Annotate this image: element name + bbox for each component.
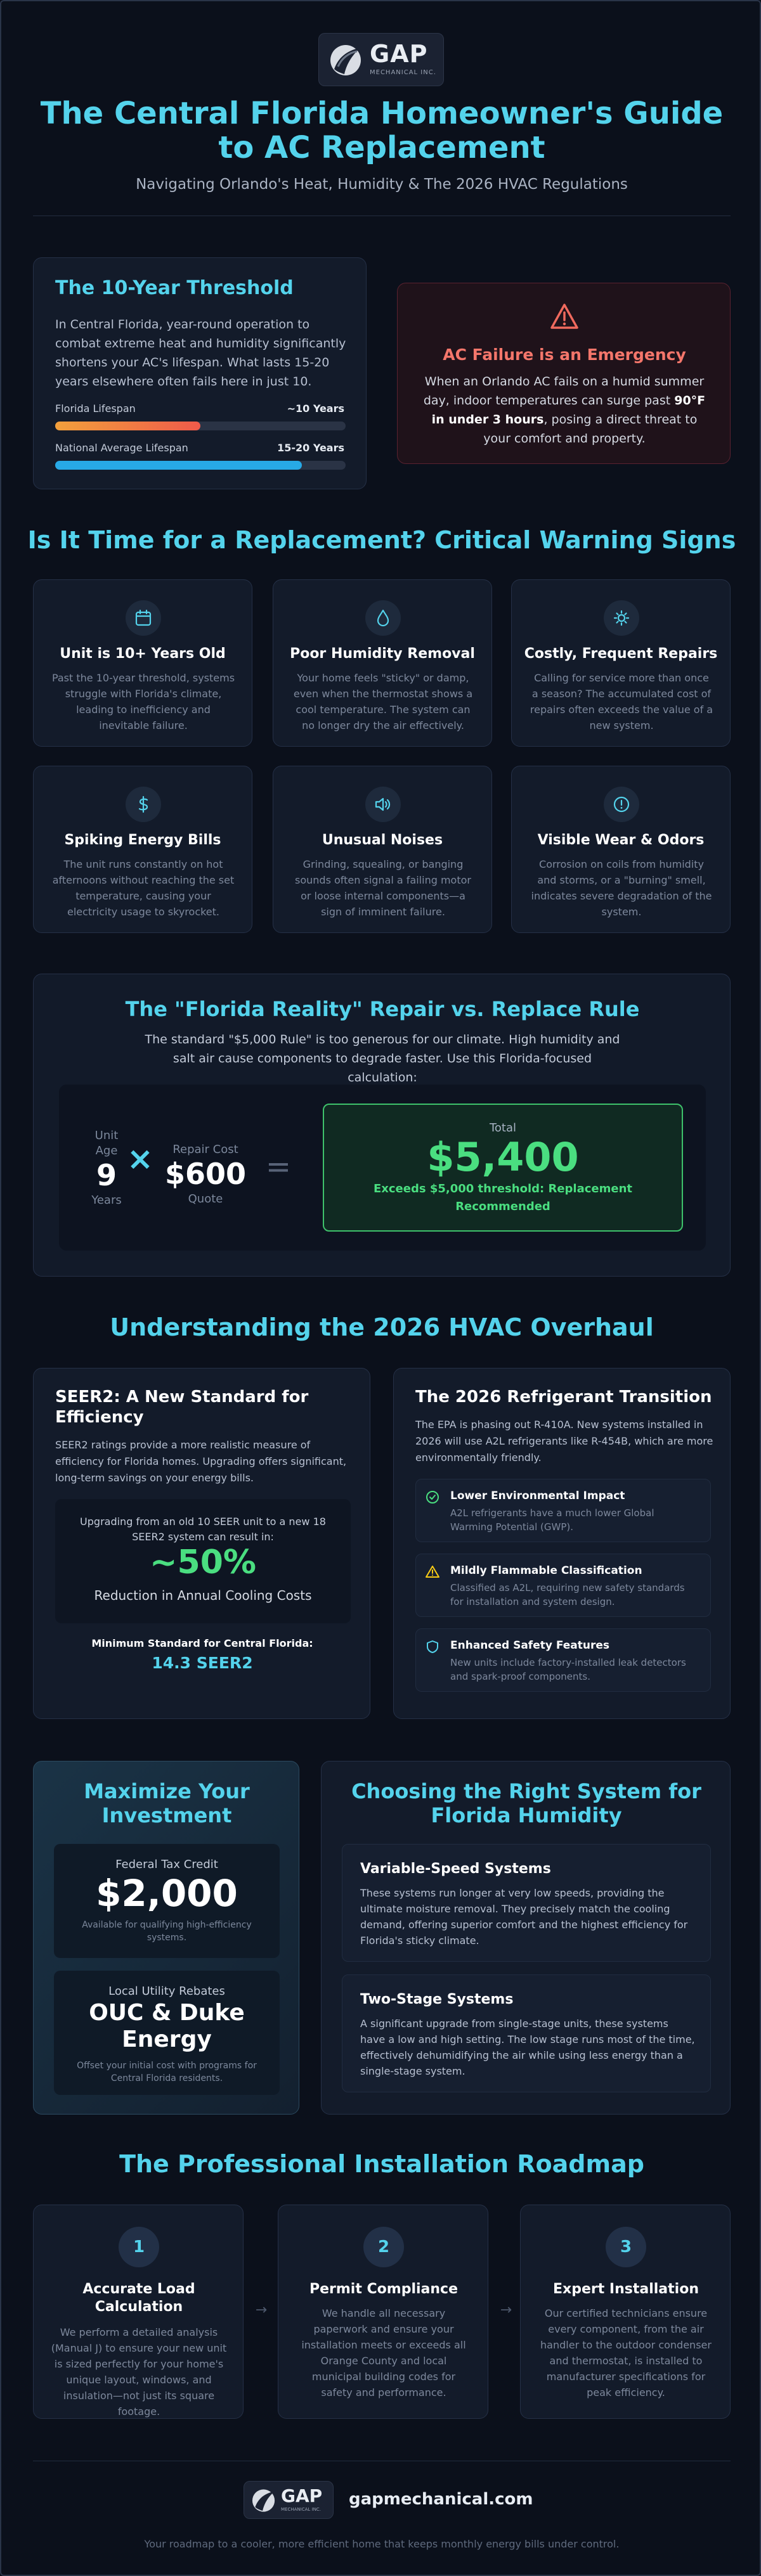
warning-card: [273, 579, 492, 747]
warning-text: Your home feels "sticky" or damp, even when the thermostat shows a cool temperature. The system can no longer dry the air effectively.: [293, 672, 473, 731]
national-lifespan-fill: [55, 461, 302, 470]
refrigerant-item-title: Mildly Flammable Classification: [450, 1564, 642, 1577]
florida-lifespan-label: Florida Lifespan: [55, 402, 136, 415]
florida-lifespan-bar: [55, 422, 346, 430]
warning-icon-circle: [126, 787, 161, 822]
refrigerant-card: [393, 1368, 731, 1719]
calendar-icon: [133, 608, 153, 628]
step-text: We handle all necessary paperwork and ensure your installation meets or exceeds all Orange County and local municipal building codes for safety and performance.: [301, 2307, 466, 2399]
refrigerant-item-title: Enhanced Safety Features: [450, 1639, 610, 1652]
roadmap-step-card: [278, 2205, 488, 2419]
warning-text: Calling for service more than once a season? The accumulated cost of repairs often exceeds the value of a new system.: [530, 672, 713, 731]
total-box: [323, 1104, 683, 1232]
rebate-box: [54, 1971, 280, 2095]
systems-title-2: Florida Humidity: [431, 1803, 622, 1827]
emergency-title: AC Failure is an Emergency: [443, 345, 686, 364]
droplet-icon: [373, 608, 393, 628]
seer-card: [33, 1368, 370, 1719]
warning-icon-circle: [365, 787, 401, 822]
total-label: Total: [489, 1121, 517, 1135]
warning-title: Spiking Energy Bills: [64, 832, 221, 848]
seer-savings-caption: Reduction in Annual Cooling Costs: [94, 1588, 312, 1603]
warning-text: Grinding, squealing, or banging sounds often signal a failing motor or loose internal components—a sign of imminent failure.: [295, 858, 471, 918]
repair-cost-unit: Quote: [188, 1192, 223, 1206]
systems-title-1: Choosing the Right System for: [351, 1779, 701, 1803]
warning-title: Costly, Frequent Repairs: [524, 646, 718, 662]
warning-triangle-icon: [425, 1564, 440, 1580]
unit-age-value: 9: [96, 1158, 117, 1192]
step-text: Our certified technicians ensure every component, from the air handler to the outdoor condenser and thermostat, is installed to manufacturer specifications for peak efficiency.: [540, 2307, 712, 2399]
refrigerant-item: [415, 1479, 711, 1542]
florida-lifespan-fill: [55, 422, 200, 430]
refrigerant-item-text: New units include factory-installed leak detectors and spark-proof components.: [450, 1657, 686, 1682]
seer-min-value: 14.3 SEER2: [152, 1654, 253, 1672]
warning-title: Unusual Noises: [322, 832, 443, 848]
system-item: [342, 1974, 711, 2092]
tax-credit-note: Available for qualifying high-efficiency systems.: [82, 1920, 252, 1943]
repair-cost-value: $600: [164, 1157, 247, 1191]
florida-lifespan-value: ~10 Years: [287, 402, 344, 415]
speaker-icon: [373, 794, 393, 815]
footer-tagline: Your roadmap to a cooler, more efficient home that keeps monthly energy bills under control.: [144, 2538, 620, 2550]
seer-title-1: SEER2: A New Standard for: [55, 1388, 309, 1407]
roadmap-title: The Professional Installation Roadmap: [119, 2150, 644, 2178]
unit-age-label-1: Unit: [94, 1129, 119, 1142]
rule-title: The "Florida Reality" Repair vs. Replace Rule: [125, 997, 640, 1021]
logo-swoosh-icon: [328, 41, 366, 79]
seer-savings-box: [55, 1499, 351, 1623]
warning-title: Unit is 10+ Years Old: [60, 646, 226, 662]
emergency-text: [422, 372, 707, 448]
threshold-text: In Central Florida, year-round operation to combat extreme heat and humidity significantly shortens your AC's lifespan. What lasts 15-20 years elsewhere often fails here in just 10.: [55, 318, 346, 389]
step-number: 1: [119, 2227, 159, 2267]
warning-card: [511, 766, 731, 933]
page-title-line1: The Central Florida Homeowner's Guide: [40, 96, 724, 131]
rebate-value-2: Energy: [122, 2026, 212, 2052]
step-text: We perform a detailed analysis (Manual J) to ensure your new unit is sized perfectly for your home's unique layout, windows, and insulation—not just its square footage.: [51, 2326, 227, 2418]
rule-text: The standard "$5,000 Rule" is too generous for our climate. High humidity and salt air cause components to degrade faster. Use this Florida-focused calculation:: [145, 1033, 620, 1085]
warning-triangle-icon: [549, 302, 580, 330]
threshold-title: The 10-Year Threshold: [55, 277, 294, 299]
step-title-2: Calculation: [94, 2299, 183, 2315]
warning-title: Visible Wear & Odors: [537, 832, 705, 848]
seer-savings-text: Upgrading from an old 10 SEER unit to a new 18 SEER2 system can result in:: [80, 1516, 326, 1543]
wrench-gear-icon: [611, 608, 632, 628]
seer-text: SEER2 ratings provide a more realistic measure of efficiency for Florida homes. Upgrading offers significant, long-term savings on your energy bills.: [55, 1439, 347, 1484]
system-item-text: A significant upgrade from single-stage units, these systems have a low and high setting. The low stage runs most of the time, effectively dehumidifying the air while using less energy than a single-stage system.: [360, 2018, 695, 2077]
footer-logo-text: GAP: [281, 2485, 323, 2506]
dollar-icon: [133, 794, 153, 815]
footer-logo-subtext: MECHANICAL INC.: [281, 2507, 321, 2512]
system-item-title: Variable-Speed Systems: [360, 1861, 551, 1877]
page-subtitle: Navigating Orlando's Heat, Humidity & The 2026 HVAC Regulations: [136, 176, 628, 193]
logo-swoosh-icon: [250, 2487, 278, 2515]
step-number: 2: [363, 2227, 404, 2267]
times-operator: ×: [127, 1140, 153, 1177]
emergency-text-before: When an Orlando AC fails on a humid summer day, indoor temperatures can surge past: [423, 375, 705, 408]
investment-card: [33, 1761, 299, 2115]
rebate-note: Offset your initial cost with programs for Central Florida residents.: [77, 2061, 257, 2083]
tax-credit-label: Federal Tax Credit: [115, 1858, 218, 1871]
logo-subtext: MECHANICAL INC.: [370, 69, 436, 76]
emergency-text-after: , posing a direct threat to your comfort and property.: [483, 413, 698, 446]
step-number: 3: [606, 2227, 646, 2267]
warning-icon-circle: [604, 787, 639, 822]
footer-site-link[interactable]: gapmechanical.com: [349, 2490, 533, 2509]
alert-circle-icon: [611, 794, 632, 815]
refrigerant-item-text: A2L refrigerants have a much lower Global Warming Potential (GWP).: [450, 1507, 654, 1533]
page-title-line2: to AC Replacement: [218, 130, 545, 165]
roadmap-step-card: [33, 2205, 244, 2419]
seer-title-2: Efficiency: [55, 1408, 144, 1427]
rule-card: [33, 974, 731, 1277]
overhaul-title: Understanding the 2026 HVAC Overhaul: [110, 1313, 654, 1341]
total-note-1: Exceeds $5,000 threshold: Replacement: [373, 1182, 633, 1195]
system-item-text: These systems run longer at very low speeds, providing the ultimate moisture removal. They precisely match the cooling demand, offering superior comfort and the highest efficiency for Florida's sticky climate.: [360, 1887, 688, 1947]
total-value: $5,400: [427, 1134, 579, 1180]
investment-title-1: Maximize Your: [84, 1779, 250, 1803]
warning-section-title: Is It Time for a Replacement? Critical Warning Signs: [27, 526, 736, 554]
tax-credit-box: [54, 1844, 280, 1958]
national-lifespan-value: 15-20 Years: [277, 442, 344, 454]
roadmap-arrow-icon: →: [500, 2302, 512, 2318]
roadmap-step-card: [520, 2205, 731, 2419]
logo-text: GAP: [370, 40, 428, 68]
equals-operator: =: [265, 1149, 292, 1185]
roadmap-arrow-icon: →: [255, 2302, 268, 2318]
total-note-2: Recommended: [455, 1200, 550, 1213]
threshold-card: [33, 257, 367, 489]
refrigerant-item: [415, 1628, 711, 1692]
system-item: [342, 1844, 711, 1962]
warning-card: [273, 766, 492, 933]
seer-savings-value: ~50%: [149, 1543, 257, 1581]
system-item-title: Two-Stage Systems: [360, 1992, 514, 2007]
check-circle-icon: [425, 1490, 440, 1505]
emergency-card: [397, 283, 731, 464]
step-title-1: Expert Installation: [553, 2281, 699, 2297]
investment-title-2: Investment: [101, 1803, 232, 1827]
emergency-text-bold: 90°F in under 3 hours: [431, 394, 706, 427]
shield-icon: [425, 1639, 440, 1654]
unit-age-unit: Years: [91, 1194, 122, 1207]
warning-title: Poor Humidity Removal: [290, 646, 475, 662]
refrigerant-item-text: Classified as A2L, requiring new safety standards for installation and system design.: [450, 1582, 685, 1607]
warning-card: [33, 766, 252, 933]
tax-credit-value: $2,000: [96, 1872, 238, 1915]
warning-icon-circle: [365, 600, 401, 636]
warning-icon-circle: [126, 600, 161, 636]
national-lifespan-bar: [55, 461, 346, 470]
warning-text: Corrosion on coils from humidity and storms, or a "burning" smell, indicates severe degradation of the system.: [531, 858, 712, 918]
warning-card: [33, 579, 252, 747]
warning-icon-circle: [604, 600, 639, 636]
national-lifespan-label: National Average Lifespan: [55, 442, 188, 454]
refrigerant-text: The EPA is phasing out R-410A. New systems installed in 2026 will use A2L refrigerants like R-454B, which are more environmentally friendly.: [415, 1419, 713, 1464]
rebate-value-1: OUC & Duke: [89, 2000, 245, 2026]
refrigerant-title: The 2026 Refrigerant Transition: [415, 1388, 712, 1407]
step-title-1: Accurate Load: [82, 2281, 195, 2297]
systems-card: [321, 1761, 731, 2115]
refrigerant-item: [415, 1554, 711, 1617]
warning-text: Past the 10-year threshold, systems struggle with Florida's climate, leading to inefficiency and inevitable failure.: [51, 672, 235, 731]
repair-cost-label: Repair Cost: [172, 1143, 238, 1156]
seer-min-label: Minimum Standard for Central Florida:: [91, 1637, 313, 1649]
warning-text: The unit runs constantly on hot afternoons without reaching the set temperature, causing your electricity usage to skyrocket.: [52, 858, 235, 918]
footer-logo[interactable]: [244, 2481, 334, 2519]
rebate-label: Local Utility Rebates: [108, 1985, 225, 1998]
refrigerant-item-title: Lower Environmental Impact: [450, 1490, 625, 1502]
header-logo[interactable]: [318, 33, 444, 86]
unit-age-label-2: Age: [95, 1144, 118, 1157]
warning-card: [511, 579, 731, 747]
step-title-1: Permit Compliance: [309, 2281, 459, 2297]
